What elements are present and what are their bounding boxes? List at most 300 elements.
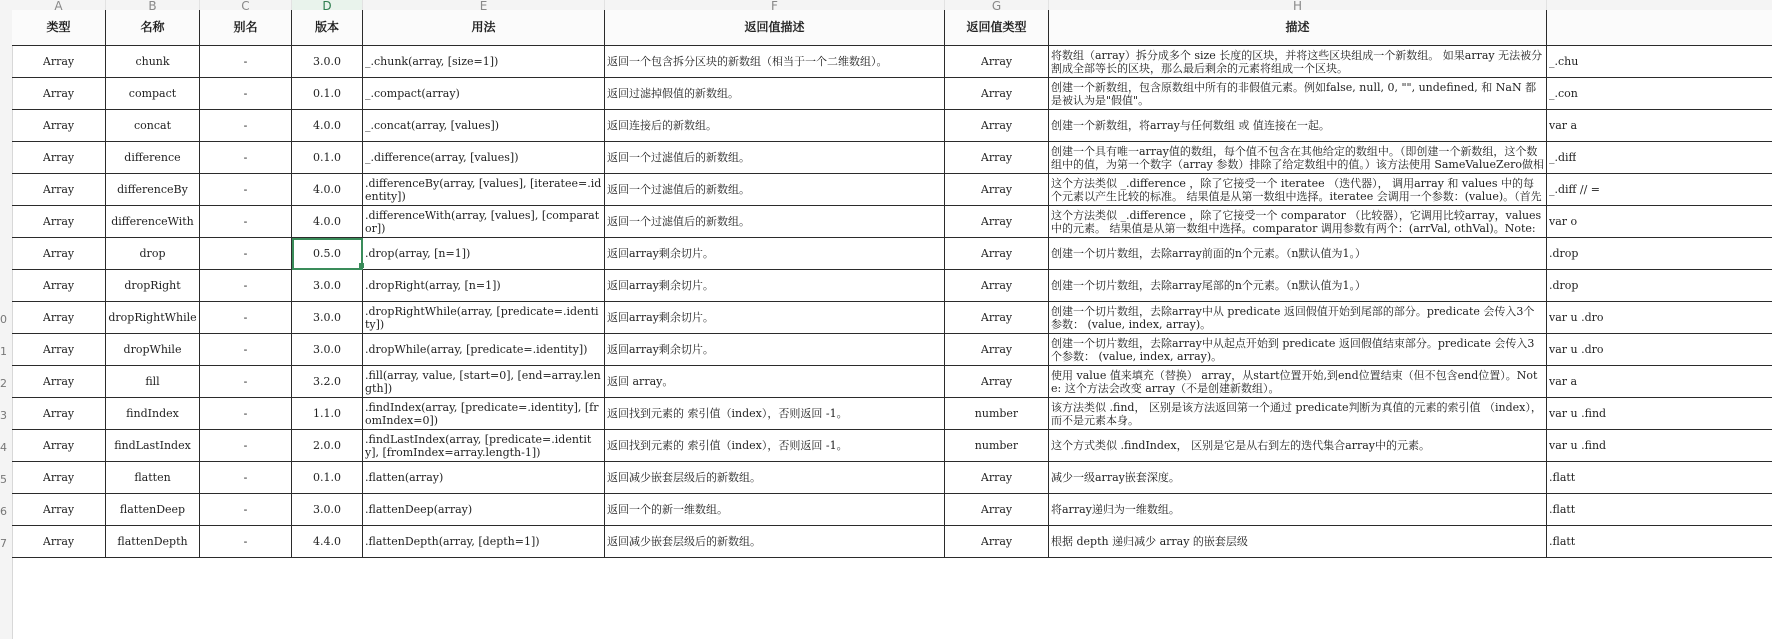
cell-text: 该方法类似 .find， 区别是该方法返回第一个通过 predicate判断为真值的元素的索引值 （index）， 而不是元素本身。 [1051, 400, 1542, 427]
table-row [12, 174, 1772, 206]
cell-alias[interactable] [200, 270, 292, 302]
cell-return-desc[interactable] [605, 302, 945, 334]
cell-usage[interactable] [363, 110, 605, 142]
cell-alias[interactable] [200, 462, 292, 494]
cell-text: Array [42, 151, 75, 164]
cell-text: Array [42, 247, 75, 260]
cell-alias[interactable] [200, 494, 292, 526]
cell-description[interactable] [1049, 366, 1547, 398]
cell-example[interactable] [1547, 494, 1772, 526]
cell-text: var a [1549, 375, 1578, 388]
cell-name[interactable] [106, 206, 200, 238]
cell-return-type[interactable] [945, 142, 1049, 174]
cell-description[interactable] [1049, 302, 1547, 334]
row-number[interactable]: 1 [0, 346, 7, 358]
cell-version[interactable] [292, 174, 363, 206]
cell-return-type[interactable] [945, 366, 1049, 398]
cell-text: 0.1.0 [313, 87, 341, 100]
cell-text: .flatt [1549, 471, 1576, 484]
cell-text: 返回找到元素的 索引值（index），否则返回 -1。 [607, 439, 848, 452]
cell-description[interactable] [1049, 206, 1547, 238]
cell-text: Array [980, 215, 1013, 228]
cell-text: _.chunk(array, [size=1]) [365, 55, 499, 68]
cell-return-desc[interactable] [605, 366, 945, 398]
cell-text: .drop [1549, 279, 1579, 292]
cell-name[interactable] [106, 430, 200, 462]
cell-usage[interactable] [363, 430, 605, 462]
cell-text: 将array递归为一维数组。 [1051, 503, 1180, 516]
cell-text: - [243, 407, 248, 420]
cell-text: Array [42, 183, 75, 196]
cell-alias[interactable] [200, 526, 292, 558]
cell-description[interactable] [1049, 46, 1547, 78]
cell-return-type[interactable] [945, 302, 1049, 334]
cell-text: - [243, 183, 248, 196]
header-cell-usage[interactable]: 用法 [363, 10, 605, 46]
cell-usage[interactable] [363, 526, 605, 558]
cell-text: - [243, 215, 248, 228]
cell-return-type[interactable] [945, 334, 1049, 366]
cell-usage[interactable] [363, 366, 605, 398]
cell-text: 创建一个切片数组，去除array前面的n个元素。（n默认值为1。） [1051, 247, 1367, 260]
row-number[interactable]: 7 [0, 538, 7, 550]
cell-usage[interactable] [363, 142, 605, 174]
column-header-e[interactable]: E [363, 0, 605, 10]
cell-usage[interactable] [363, 206, 605, 238]
column-header-a[interactable]: A [12, 0, 106, 10]
cell-name[interactable] [106, 270, 200, 302]
cell-text: 创建一个具有唯一array值的数组，每个值不包含在其他给定的数组中。（即创建一个新数组，这个数组中的值，为第一个数字（array 参数）排除了给定数组中的值。）该方法使用 SameValueZero做相 [1051, 144, 1544, 171]
cell-alias[interactable] [200, 302, 292, 334]
cell-type[interactable] [12, 142, 106, 174]
cell-usage[interactable] [363, 46, 605, 78]
table-row [12, 430, 1772, 462]
cell-text: _.diff [1549, 151, 1577, 164]
cell-text: 4.0.0 [313, 215, 341, 228]
cell-text: - [243, 471, 248, 484]
cell-version[interactable] [292, 366, 363, 398]
cell-text: 创建一个切片数组，去除array尾部的n个元素。（n默认值为1。） [1051, 279, 1367, 292]
cell-return-desc[interactable] [605, 270, 945, 302]
cell-name[interactable] [106, 302, 200, 334]
cell-text: var u .find [1549, 407, 1607, 420]
cell-return-desc[interactable] [605, 526, 945, 558]
cell-type[interactable] [12, 398, 106, 430]
cell-text: Array [42, 407, 75, 420]
cell-type[interactable] [12, 270, 106, 302]
cell-text: 1.1.0 [313, 407, 341, 420]
cell-example[interactable] [1547, 206, 1772, 238]
table-row [12, 46, 1772, 78]
cell-type[interactable] [12, 238, 106, 270]
cell-version[interactable] [292, 494, 363, 526]
cell-text: dropRight [124, 279, 181, 292]
cell-text: differenceBy [117, 183, 188, 196]
cell-text: number [974, 439, 1019, 452]
table-row [12, 78, 1772, 110]
cell-version[interactable] [292, 270, 363, 302]
cell-text: - [243, 439, 248, 452]
cell-version[interactable] [292, 78, 363, 110]
cell-text: .differenceWith(array, [values], [comparator]) [365, 208, 600, 235]
cell-text: 返回array剩余切片。 [607, 311, 714, 324]
cell-usage[interactable] [363, 174, 605, 206]
cell-text: 返回一个过滤值后的新数组。 [607, 183, 750, 196]
header-cell-alias[interactable]: 别名 [200, 10, 292, 46]
cell-text: _.diff // = [1549, 183, 1600, 196]
cell-text: Array [980, 151, 1013, 164]
cell-text: .drop [1549, 247, 1579, 260]
cell-text: 返回减少嵌套层级后的新数组。 [607, 535, 761, 548]
row-number[interactable]: 4 [0, 442, 7, 454]
header-cell-description[interactable]: 描述 [1049, 10, 1547, 46]
header-cell-return-desc[interactable]: 返回值描述 [605, 10, 945, 46]
cell-description[interactable] [1049, 110, 1547, 142]
cell-text: differenceWith [111, 215, 194, 228]
cell-example[interactable] [1547, 398, 1772, 430]
cell-return-desc[interactable] [605, 206, 945, 238]
cell-text: - [243, 247, 248, 260]
cell-text: 3.0.0 [313, 503, 341, 516]
cell-text: Array [980, 55, 1013, 68]
cell-text: Array [42, 119, 75, 132]
cell-text: var o [1549, 215, 1578, 228]
cell-text: number [974, 407, 1019, 420]
cell-type[interactable] [12, 78, 106, 110]
row-number[interactable]: 0 [0, 314, 7, 326]
cell-usage[interactable] [363, 334, 605, 366]
header-row [12, 10, 1772, 46]
cell-text: 返回连接后的新数组。 [607, 119, 717, 132]
cell-text: Array [42, 503, 75, 516]
cell-text: .flattenDeep(array) [365, 503, 473, 516]
cell-name[interactable] [106, 142, 200, 174]
cell-return-type[interactable] [945, 78, 1049, 110]
row-number[interactable]: 5 [0, 474, 7, 486]
column-header-f[interactable]: F [605, 0, 945, 10]
row-number[interactable]: 2 [0, 378, 7, 390]
cell-name[interactable] [106, 46, 200, 78]
cell-text: 减少一级array嵌套深度。 [1051, 471, 1180, 484]
header-cell-version[interactable]: 版本 [292, 10, 363, 46]
cell-description[interactable] [1049, 238, 1547, 270]
fill-handle[interactable] [359, 263, 364, 268]
header-cell-return-type[interactable]: 返回值类型 [945, 10, 1049, 46]
cell-text: 返回一个的新一维数组。 [607, 503, 728, 516]
cell-text: fill [145, 375, 160, 388]
cell-text: 创建一个切片数组，去除array中从起点开始到 predicate 返回假值结束部分。predicate 会传入3个参数： (value, index, array)。 [1051, 336, 1535, 363]
cell-type[interactable] [12, 366, 106, 398]
cell-text: drop [139, 247, 166, 260]
cell-name[interactable] [106, 526, 200, 558]
cell-usage[interactable] [363, 270, 605, 302]
cell-description[interactable] [1049, 494, 1547, 526]
cell-type[interactable] [12, 430, 106, 462]
cell-example[interactable] [1547, 302, 1772, 334]
cell-version[interactable] [292, 238, 363, 270]
row-number[interactable]: 3 [0, 410, 7, 422]
cell-name[interactable] [106, 78, 200, 110]
cell-example[interactable] [1547, 78, 1772, 110]
cell-type[interactable] [12, 462, 106, 494]
cell-text: var u .dro [1549, 343, 1604, 356]
cell-text: _.concat(array, [values]) [365, 119, 500, 132]
cell-return-desc[interactable] [605, 110, 945, 142]
cell-text: - [243, 119, 248, 132]
cell-description[interactable] [1049, 526, 1547, 558]
cell-text: .flatten(array) [365, 471, 444, 484]
cell-text: difference [124, 151, 181, 164]
table-row [12, 302, 1772, 334]
cell-text: - [243, 375, 248, 388]
cell-usage[interactable] [363, 238, 605, 270]
cell-text: 返回找到元素的 索引值（index），否则返回 -1。 [607, 407, 848, 420]
cell-return-type[interactable] [945, 46, 1049, 78]
cell-example[interactable] [1547, 238, 1772, 270]
cell-text: 4.4.0 [313, 535, 341, 548]
cell-text: 返回 array。 [607, 375, 674, 388]
cell-text: - [243, 503, 248, 516]
cell-text: _.con [1549, 87, 1578, 100]
cell-version[interactable] [292, 206, 363, 238]
cell-return-desc[interactable] [605, 174, 945, 206]
cell-type[interactable] [12, 46, 106, 78]
cell-text: Array [980, 375, 1013, 388]
cell-usage[interactable] [363, 78, 605, 110]
header-cell-name[interactable]: 名称 [106, 10, 200, 46]
cell-return-desc[interactable] [605, 494, 945, 526]
cell-text: concat [133, 119, 171, 132]
cell-example[interactable] [1547, 142, 1772, 174]
table-row [12, 366, 1772, 398]
cell-return-desc[interactable] [605, 334, 945, 366]
cell-text: var u .dro [1549, 311, 1604, 324]
cell-text: .fill(array, value, [start=0], [end=array.length]) [365, 368, 601, 395]
column-header-d[interactable]: D [292, 0, 363, 12]
cell-text: var a [1549, 119, 1578, 132]
cell-alias[interactable] [200, 430, 292, 462]
cell-text: Array [42, 471, 75, 484]
cell-text: 3.0.0 [313, 343, 341, 356]
cell-text: _.chu [1549, 55, 1579, 68]
cell-example[interactable] [1547, 366, 1772, 398]
cell-text: 0.1.0 [313, 151, 341, 164]
cell-return-desc[interactable] [605, 398, 945, 430]
cell-text: Array [42, 439, 75, 452]
cell-text: dropRightWhile [108, 311, 197, 324]
cell-text: - [243, 535, 248, 548]
cell-name[interactable] [106, 238, 200, 270]
cell-version[interactable] [292, 334, 363, 366]
cell-text: 返回减少嵌套层级后的新数组。 [607, 471, 761, 484]
cell-alias[interactable] [200, 78, 292, 110]
table-row [12, 142, 1772, 174]
cell-example[interactable] [1547, 430, 1772, 462]
cell-description[interactable] [1049, 174, 1547, 206]
cell-version[interactable] [292, 302, 363, 334]
cell-version[interactable] [292, 526, 363, 558]
cell-type[interactable] [12, 302, 106, 334]
cell-return-desc[interactable] [605, 78, 945, 110]
cell-return-type[interactable] [945, 238, 1049, 270]
cell-alias[interactable] [200, 398, 292, 430]
cell-example[interactable] [1547, 462, 1772, 494]
cell-return-desc[interactable] [605, 462, 945, 494]
cell-example[interactable] [1547, 110, 1772, 142]
cell-text: 返回过滤掉假值的新数组。 [607, 87, 739, 100]
cell-example[interactable] [1547, 526, 1772, 558]
cell-text: Array [980, 279, 1013, 292]
cell-return-type[interactable] [945, 526, 1049, 558]
cell-text: 3.0.0 [313, 279, 341, 292]
cell-name[interactable] [106, 494, 200, 526]
cell-text: 4.0.0 [313, 119, 341, 132]
cell-text: compact [128, 87, 177, 100]
row-number[interactable]: 6 [0, 506, 7, 518]
cell-text: - [243, 279, 248, 292]
column-header-b[interactable]: B [106, 0, 200, 10]
cell-text: Array [42, 343, 75, 356]
cell-example[interactable] [1547, 334, 1772, 366]
cell-text: .flattenDepth(array, [depth=1]) [365, 535, 540, 548]
cell-name[interactable] [106, 462, 200, 494]
cell-alias[interactable] [200, 334, 292, 366]
column-header-h[interactable]: H [1049, 0, 1547, 10]
cell-text: Array [980, 87, 1013, 100]
cell-text: Array [980, 119, 1013, 132]
cell-type[interactable] [12, 206, 106, 238]
column-header-bar [0, 0, 1772, 10]
cell-return-type[interactable] [945, 398, 1049, 430]
cell-text: Array [980, 183, 1013, 196]
cell-text: flattenDepth [117, 535, 188, 548]
cell-example[interactable] [1547, 270, 1772, 302]
cell-version[interactable] [292, 430, 363, 462]
cell-text: flatten [134, 471, 171, 484]
cell-return-desc[interactable] [605, 238, 945, 270]
cell-return-type[interactable] [945, 270, 1049, 302]
table-row [12, 526, 1772, 558]
cell-version[interactable] [292, 142, 363, 174]
cell-text: 3.2.0 [313, 375, 341, 388]
cell-version[interactable] [292, 110, 363, 142]
cell-version[interactable] [292, 46, 363, 78]
cell-alias[interactable] [200, 238, 292, 270]
cell-alias[interactable] [200, 110, 292, 142]
cell-name[interactable] [106, 366, 200, 398]
cell-text: var u .find [1549, 439, 1607, 452]
cell-text: findIndex [126, 407, 179, 420]
cell-text: .findLastIndex(array, [predicate=.identity], [fromIndex=array.length-1]) [365, 432, 592, 459]
cell-name[interactable] [106, 398, 200, 430]
cell-alias[interactable] [200, 366, 292, 398]
cell-text: 创建一个新数组，将array与任何数组 或 值连接在一起。 [1051, 119, 1330, 132]
cell-text: chunk [135, 55, 170, 68]
cell-text: 返回一个包含拆分区块的新数组（相当于一个二维数组）。 [607, 55, 888, 68]
cell-type[interactable] [12, 110, 106, 142]
cell-text: 这个方法类似 _.difference ，除了它接受一个 comparator （比较器），它调用比较array，values中的元素。 结果值是从第一数组中选择。comparator 调用参数有两个：(arrVal, othVal)。Note: [1051, 208, 1542, 235]
cell-version[interactable] [292, 462, 363, 494]
cell-text: _.compact(array) [365, 87, 460, 100]
table-row [12, 110, 1772, 142]
cell-text: Array [42, 535, 75, 548]
cell-text: 3.0.0 [313, 55, 341, 68]
cell-text: 0.1.0 [313, 471, 341, 484]
table-row [12, 270, 1772, 302]
cell-example[interactable] [1547, 174, 1772, 206]
cell-name[interactable] [106, 334, 200, 366]
cell-text: Array [980, 343, 1013, 356]
cell-text: Array [42, 215, 75, 228]
cell-return-type[interactable] [945, 110, 1049, 142]
cell-text: 返回array剩余切片。 [607, 279, 714, 292]
cell-return-desc[interactable] [605, 142, 945, 174]
cell-usage[interactable] [363, 462, 605, 494]
cell-text: 4.0.0 [313, 183, 341, 196]
cell-description[interactable] [1049, 398, 1547, 430]
column-header-i[interactable] [1547, 0, 1772, 10]
cell-return-type[interactable] [945, 494, 1049, 526]
cell-type[interactable] [12, 174, 106, 206]
cell-text: 0.5.0 [313, 247, 341, 260]
cell-example[interactable] [1547, 46, 1772, 78]
table-row [12, 462, 1772, 494]
cell-text: 根据 depth 递归减少 array 的嵌套层级 [1051, 535, 1248, 548]
cell-description[interactable] [1049, 78, 1547, 110]
cell-usage[interactable] [363, 494, 605, 526]
cell-alias[interactable] [200, 46, 292, 78]
cell-name[interactable] [106, 174, 200, 206]
cell-return-type[interactable] [945, 206, 1049, 238]
cell-return-desc[interactable] [605, 46, 945, 78]
cell-text: 3.0.0 [313, 311, 341, 324]
cell-text: Array [980, 535, 1013, 548]
cell-alias[interactable] [200, 206, 292, 238]
cell-description[interactable] [1049, 142, 1547, 174]
header-cell-type[interactable]: 类型 [12, 10, 106, 46]
cell-description[interactable] [1049, 462, 1547, 494]
table-row [12, 398, 1772, 430]
cell-return-type[interactable] [945, 430, 1049, 462]
cell-text: 创建一个新数组，包含原数组中所有的非假值元素。例如false, null, 0, "", undefined, 和 NaN 都是被认为是"假值"。 [1051, 80, 1537, 107]
cell-description[interactable] [1049, 334, 1547, 366]
cell-return-type[interactable] [945, 174, 1049, 206]
cell-return-type[interactable] [945, 462, 1049, 494]
cell-name[interactable] [106, 110, 200, 142]
cell-alias[interactable] [200, 142, 292, 174]
cell-text: 使用 value 值来填充（替换） array，从start位置开始,到end位置结束（但不包含end位置）。Note: 这个方法会改变 array（不是创建新数组）。 [1051, 368, 1538, 395]
cell-description[interactable] [1049, 430, 1547, 462]
cell-text: findLastIndex [114, 439, 191, 452]
cell-usage[interactable] [363, 302, 605, 334]
cell-text: .differenceBy(array, [values], [iteratee=.identity]) [365, 176, 602, 203]
cell-alias[interactable] [200, 174, 292, 206]
cell-version[interactable] [292, 398, 363, 430]
cell-type[interactable] [12, 494, 106, 526]
cell-text: Array [980, 471, 1013, 484]
cell-text: 将数组（array）拆分成多个 size 长度的区块，并将这些区块组成一个新数组。 如果array 无法被分割成全部等长的区块，那么最后剩余的元素将组成一个区块。 [1051, 48, 1543, 75]
cell-description[interactable] [1049, 270, 1547, 302]
header-cell-example[interactable] [1547, 10, 1772, 46]
column-header-c[interactable]: C [200, 0, 292, 10]
cell-text: dropWhile [123, 343, 182, 356]
cell-return-desc[interactable] [605, 430, 945, 462]
cell-text: 返回一个过滤值后的新数组。 [607, 151, 750, 164]
column-header-g[interactable]: G [945, 0, 1049, 10]
cell-type[interactable] [12, 334, 106, 366]
cell-usage[interactable] [363, 398, 605, 430]
cell-type[interactable] [12, 526, 106, 558]
